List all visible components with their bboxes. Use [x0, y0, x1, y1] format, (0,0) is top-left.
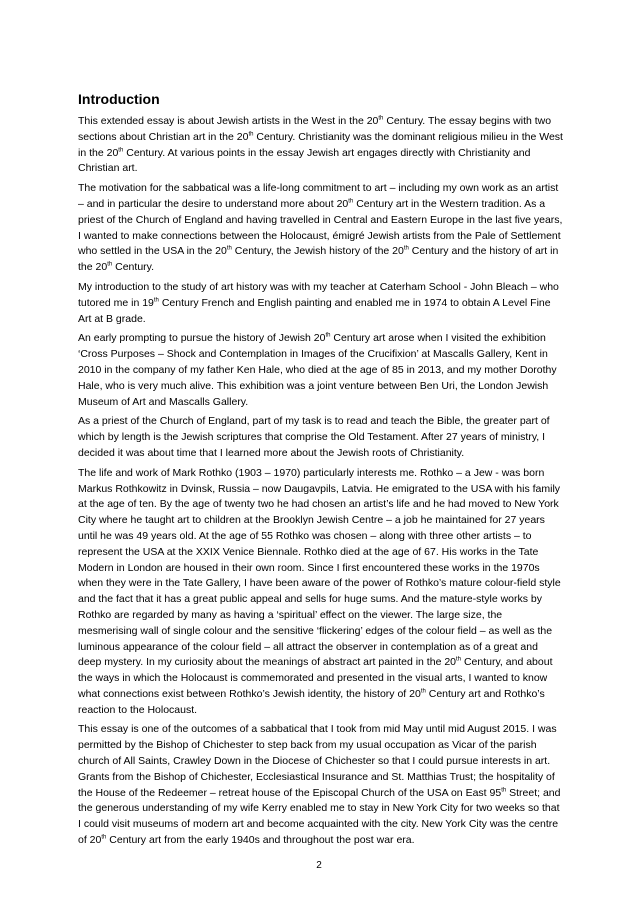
ordinal-superscript: th — [118, 147, 124, 154]
page-number: 2 — [316, 860, 322, 871]
paragraph-text: This extended essay is about Jewish artists in the West in the 20 — [78, 115, 379, 127]
paragraph — [78, 722, 564, 848]
ordinal-superscript: th — [101, 834, 107, 841]
ordinal-superscript: th — [325, 332, 331, 339]
paragraph-text: Century art and Rothko’s reaction to the Holocaust. — [78, 687, 545, 716]
paragraph-text: Century art from the early 1940s and throughout the post war era. — [106, 834, 415, 847]
paragraph — [78, 114, 564, 177]
ordinal-superscript: th — [420, 688, 426, 695]
ordinal-superscript: th — [153, 297, 159, 304]
paragraph-text: Century. The essay begins with two sections about Christian art in the 20 — [78, 115, 552, 143]
paragraph-text: My introduction to the study of art history was with my teacher at Caterham School - John Bleach – who tutored me in 19 — [78, 280, 559, 309]
paragraph-text: Century French and English painting and enabled me in 1974 to obtain A Level Fine Art at B grade. — [78, 296, 551, 325]
paragraph-text: Century. — [112, 261, 155, 274]
page-body — [78, 89, 564, 853]
ordinal-superscript: th — [403, 245, 409, 252]
paragraph-text: Century. Christianity was the dominant religious milieu in the West in the 20 — [78, 130, 563, 159]
ordinal-superscript: th — [348, 198, 354, 205]
paragraph — [78, 181, 564, 276]
paragraph-text: Century and the history of art in the 20 — [78, 245, 559, 274]
ordinal-superscript: th — [456, 656, 462, 663]
paragraph-text: Century art in the Western tradition. As a priest of the Church of England and having travelled in Central and Eastern Europe in the last five years, I wanted to make connections between the Holocaust, émigré Jewish artists from the Pale of Settlement who settled in the USA in the 20 — [78, 197, 563, 258]
paragraph — [78, 466, 564, 719]
ordinal-superscript: th — [107, 261, 113, 268]
paragraph-text: As a priest of the Church of England, part of my task is to read and teach the Bible, the greater part of which by length is the Jewish scriptures that comprise the Old Testament. After 27 years of ministry, I decided it was about time that I learned more about the Jewish roots of Christianity. — [78, 415, 550, 459]
paragraph-text: Century, the Jewish history of the 20 — [231, 245, 404, 258]
paragraph-text: This essay is one of the outcomes of a sabbatical that I took from mid May until mid August 2015. I was permitted by the Bishop of Chichester to step back from my usual occupation as Vicar of the parish church of All Saints, Crawley Down in the Diocese of Chichester so that I could pursue interests in art. Grants from the Bishop of Chichester, Ecclesiastical Insurance and St. Matthias Trust; the hospitality of the House of the Redeemer – retreat house of the Episcopal Church of the USA on East 95 — [78, 723, 557, 799]
paragraph-text: Century, and about the ways in which the Holocaust is commemorated and presented in the visual arts, I wanted to know what connections exist between Rothko’s Jewish identity, the history of 20 — [78, 656, 553, 700]
ordinal-superscript: th — [248, 131, 254, 138]
paragraph-list — [78, 114, 564, 849]
paragraph-text: The motivation for the sabbatical was a life-long commitment to art – including my own work as an artist – and in particular the desire to understand more about 20 — [78, 182, 559, 210]
paragraph — [78, 331, 564, 410]
paragraph-text: Century. At various points in the essay Jewish art engages directly with Christianity and Christian art. — [78, 146, 531, 175]
paragraph-text: Street; and the generous understanding of my wife Kerry enabled me to stay in New York City for two weeks so that I could visit museums of modern art and become acquainted with the city. New York City was the centre of 20 — [78, 786, 561, 847]
ordinal-superscript: th — [226, 245, 232, 252]
section-heading: Introduction — [78, 91, 160, 107]
paragraph — [78, 414, 564, 461]
paragraph-text: An early prompting to pursue the history of Jewish 20 — [78, 332, 326, 345]
paragraph — [78, 280, 564, 327]
ordinal-superscript: th — [378, 115, 384, 122]
paragraph-text: Century art arose when I visited the exhibition ‘Cross Purposes – Shock and Contemplation in Images of the Crucifixion’ at Mascalls Gallery, Kent in 2010 in the company of my father Ken Hale, who died at the age of 85 in 2013, and my mother Dorothy Hale, who is very much alive. This exhibition was a joint venture between Ben Uri, the London Jewish Museum of Art and Mascalls Gallery. — [78, 332, 557, 408]
paragraph-text: The life and work of Mark Rothko (1903 – 1970) particularly interests me. Rothko – a Jew - was born Markus Rothkowitz in Dvinsk, Russia – now Daugavpils, Latvia. He emigrated to the USA with his family at the age of ten. By the age of twenty two he had chosen an artist’s life and he had moved to New York City where he taught art to children at the Brooklyn Jewish Centre – a job he maintained for 27 years until he was 49 years old. At the age of 55 Rothko was chosen – along with three other artists – to represent the USA at the XXIX Venice Biennale. Rothko died at the age of 67. His works in the Tate Modern in London are housed in their own room. Since I first encountered these works in the 1970s when they were in the Tate Gallery, I have been aware of the power of Rothko’s mature colour-field style and the fact that it has a great public appeal and sells for huge sums. And the mature-style works by Rothko are regarded by many as having a ‘spiritual’ effect on the viewer. The large size, the mesmerising wall of single colour and the sensitive ‘flickering’ edges of the colour field – as well as the luminous appearance of the colour field – all attract the observer in contemplation as of a great and deep mystery. In my curiosity about the meanings of abstract art painted in the 20 — [78, 466, 561, 669]
ordinal-superscript: th — [501, 787, 507, 794]
